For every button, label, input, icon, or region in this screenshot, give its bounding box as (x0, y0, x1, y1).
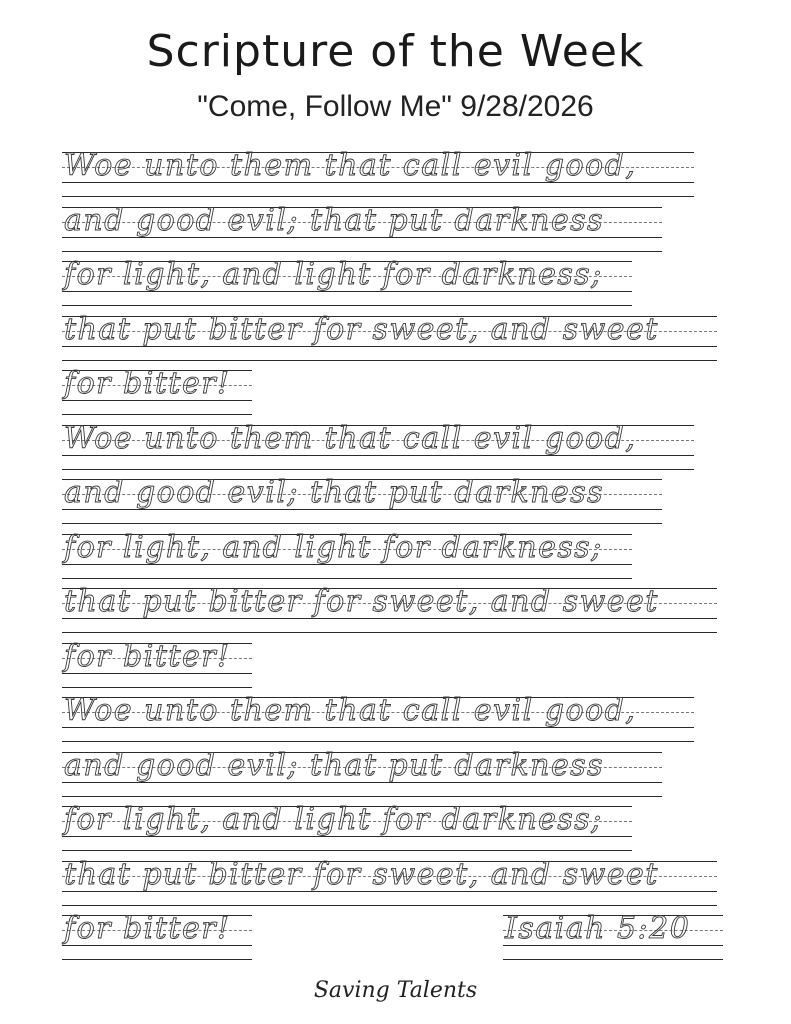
brand-footer: Saving Talents (313, 978, 478, 1003)
trace-text: for light, and light for darkness; (64, 257, 603, 292)
tracing-line (62, 202, 662, 255)
guide-bot-line (62, 305, 632, 306)
guide-bot-line (62, 414, 252, 415)
trace-text: for bitter! (64, 366, 231, 401)
tracing-line (62, 368, 252, 418)
guide-bot-line (62, 687, 252, 688)
trace-text: that put bitter for sweet, and sweet (64, 311, 659, 347)
trace-text: for light, and light for darkness; (64, 802, 603, 837)
guide-bot-line (62, 523, 662, 524)
guide-bot-line (62, 196, 694, 197)
tracing-line (62, 856, 717, 909)
page-title: Scripture of the Week (146, 26, 645, 77)
tracing-line (62, 477, 662, 527)
tracing-line (62, 586, 717, 636)
trace-text: and good evil; that put darkness (64, 202, 604, 238)
guide-bot-line (503, 959, 723, 960)
guide-bot-line (62, 632, 717, 633)
trace-text: and good evil; that put darkness (64, 747, 604, 783)
tracing-line (62, 638, 252, 691)
tracing-line (62, 420, 694, 473)
guide-bot-line (62, 796, 662, 797)
trace-text: for bitter! (64, 638, 231, 674)
guide-bot-line (62, 905, 717, 906)
tracing-line (62, 150, 694, 200)
tracing-line (62, 695, 694, 745)
guide-bot-line (62, 741, 694, 742)
guide-bot-line (62, 251, 662, 252)
guide-bot-line (62, 850, 632, 851)
trace-text: Woe unto them that call evil good, (64, 693, 637, 728)
trace-text: and good evil; that put darkness (64, 475, 604, 510)
tracing-line (62, 804, 632, 854)
trace-text: for light, and light for darkness; (64, 529, 603, 565)
tracing-line (62, 529, 632, 582)
tracing-line (62, 913, 252, 963)
trace-text: that put bitter for sweet, and sweet (64, 584, 659, 619)
tracing-line (62, 747, 662, 800)
trace-text: Woe unto them that call evil good, (64, 420, 637, 456)
trace-text: that put bitter for sweet, and sweet (64, 856, 659, 892)
trace-text: Woe unto them that call evil good, (64, 148, 637, 183)
guide-bot-line (62, 578, 632, 579)
trace-text: for bitter! (64, 911, 231, 946)
guide-bot-line (62, 469, 694, 470)
guide-bot-line (62, 959, 252, 960)
tracing-line (62, 259, 632, 309)
page-subtitle: "Come, Follow Me" 9/28/2026 (197, 90, 594, 123)
tracing-line (62, 311, 717, 364)
guide-bot-line (62, 360, 717, 361)
reference-line (503, 913, 723, 963)
scripture-reference: Isaiah 5:20 (505, 911, 691, 946)
